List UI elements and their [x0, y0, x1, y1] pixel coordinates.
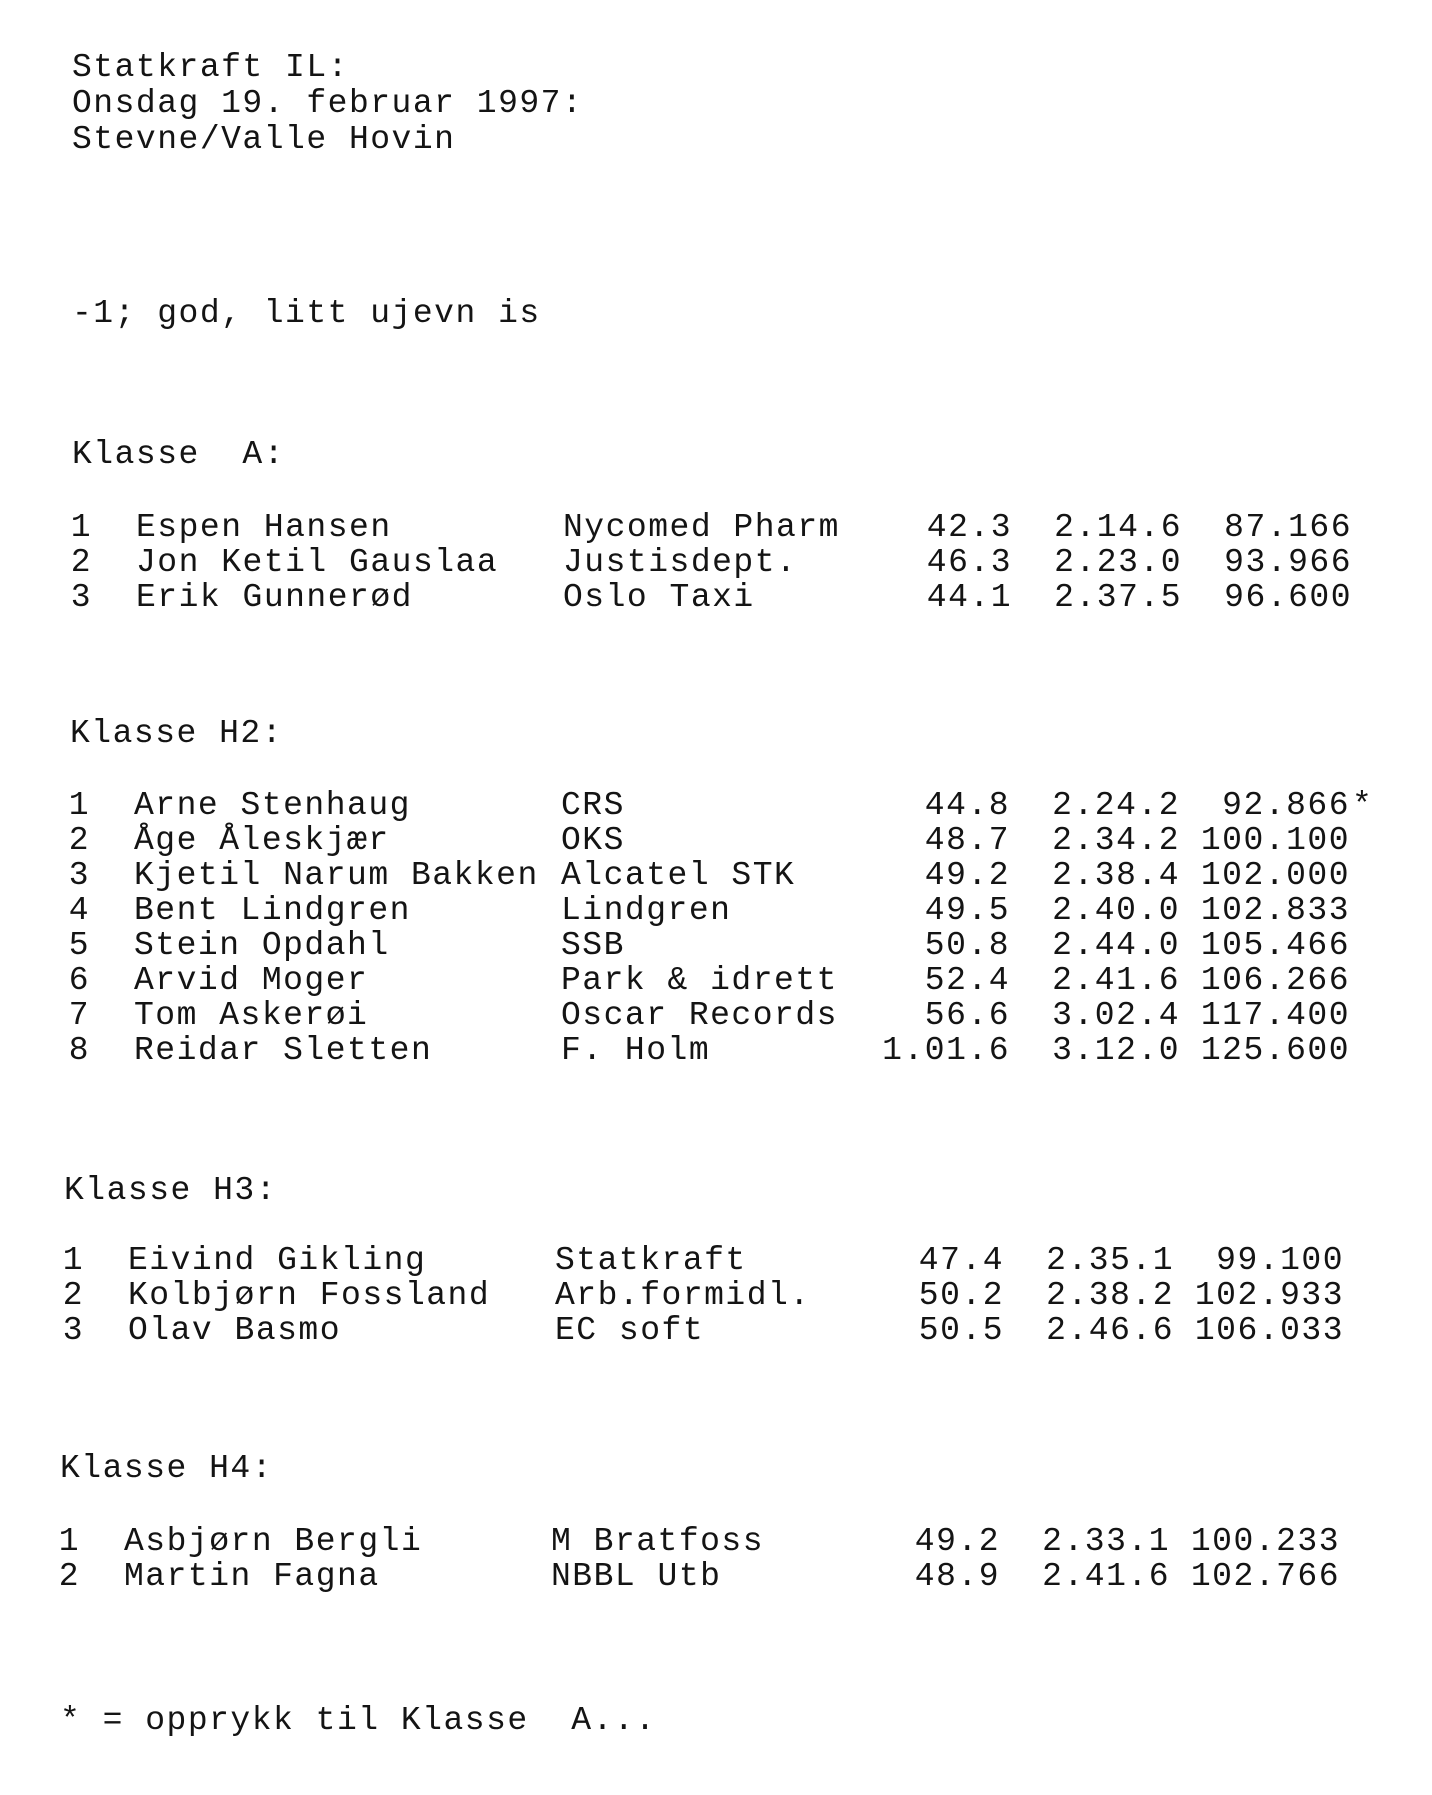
athlete-club: OKS: [561, 822, 625, 859]
result-row: [62, 545, 1432, 581]
class-a-title: Klasse A:: [72, 436, 286, 473]
athlete-club: Statkraft: [555, 1242, 747, 1279]
athlete-name: Asbjørn Bergli: [124, 1523, 423, 1560]
rank: 1: [70, 509, 92, 546]
rank: 1: [58, 1523, 80, 1560]
time-1500m: 2.38.2: [1046, 1277, 1174, 1314]
athlete-name: Tom Askerøi: [134, 997, 369, 1034]
athlete-name: Bent Lindgren: [134, 892, 411, 929]
rank: 2: [70, 544, 92, 581]
athlete-name: Olav Basmo: [128, 1312, 342, 1349]
rank: 8: [68, 1032, 90, 1069]
result-row: [54, 1313, 1432, 1349]
result-row: [62, 510, 1432, 546]
athlete-club: EC soft: [555, 1312, 705, 1349]
athlete-club: Park & idrett: [561, 962, 838, 999]
athlete-club: SSB: [561, 927, 625, 964]
rank: 1: [68, 787, 90, 824]
result-row: [54, 1278, 1432, 1314]
time-500m: 48.7: [924, 822, 1010, 859]
points: 102.766: [1190, 1558, 1340, 1595]
athlete-name: Arvid Moger: [134, 962, 369, 999]
rank: 2: [68, 822, 90, 859]
athlete-name: Martin Fagna: [124, 1558, 380, 1595]
athlete-name: Jon Ketil Gauslaa: [136, 544, 499, 581]
rank: 3: [62, 1312, 84, 1349]
time-500m: 52.4: [924, 962, 1010, 999]
result-row: [60, 963, 1432, 999]
points: 106.266: [1200, 962, 1350, 999]
time-1500m: 2.40.0: [1052, 892, 1180, 929]
rank: 2: [58, 1558, 80, 1595]
result-row: [60, 893, 1432, 929]
athlete-club: F. Holm: [561, 1032, 711, 1069]
time-1500m: 2.37.5: [1054, 579, 1182, 616]
athlete-club: CRS: [561, 787, 625, 824]
club-name: Statkraft IL:: [72, 49, 349, 86]
result-row: [60, 788, 1432, 824]
athlete-club: Oscar Records: [561, 997, 838, 1034]
athlete-name: Arne Stenhaug: [134, 787, 411, 824]
points: 93.966: [1224, 544, 1352, 581]
time-500m: 50.5: [918, 1312, 1004, 1349]
points: 102.000: [1200, 857, 1350, 894]
rank: 7: [68, 997, 90, 1034]
points: 105.466: [1200, 927, 1350, 964]
time-500m: 46.3: [926, 544, 1012, 581]
time-1500m: 2.41.6: [1042, 1558, 1170, 1595]
time-1500m: 2.46.6: [1046, 1312, 1174, 1349]
time-1500m: 2.33.1: [1042, 1523, 1170, 1560]
points: 96.600: [1224, 579, 1352, 616]
result-row: [50, 1524, 1432, 1560]
rank: 2: [62, 1277, 84, 1314]
points: 125.600: [1200, 1032, 1350, 1069]
time-1500m: 2.14.6: [1054, 509, 1182, 546]
athlete-name: Espen Hansen: [136, 509, 392, 546]
result-row: [50, 1559, 1432, 1595]
rank: 1: [62, 1242, 84, 1279]
result-row: [60, 858, 1432, 894]
athlete-name: Reidar Sletten: [134, 1032, 433, 1069]
points: 106.033: [1194, 1312, 1344, 1349]
points: 87.166: [1224, 509, 1352, 546]
time-1500m: 2.23.0: [1054, 544, 1182, 581]
ice-conditions: -1; god, litt ujevn is: [72, 295, 541, 332]
time-500m: 49.2: [914, 1523, 1000, 1560]
athlete-club: Lindgren: [561, 892, 732, 929]
athlete-name: Eivind Gikling: [128, 1242, 427, 1279]
result-row: [60, 928, 1432, 964]
points: 117.400: [1200, 997, 1350, 1034]
time-1500m: 3.02.4: [1052, 997, 1180, 1034]
athlete-club: Arb.formidl.: [555, 1277, 811, 1314]
time-500m: 56.6: [924, 997, 1010, 1034]
class-h2-title: Klasse H2:: [70, 715, 284, 752]
result-row: [62, 580, 1432, 616]
class-h3-title: Klasse H3:: [64, 1172, 278, 1209]
athlete-name: Åge Åleskjær: [134, 822, 390, 859]
rank: 3: [68, 857, 90, 894]
athlete-name: Erik Gunnerød: [136, 579, 413, 616]
time-1500m: 2.38.4: [1052, 857, 1180, 894]
time-500m: 42.3: [926, 509, 1012, 546]
time-500m: 50.8: [924, 927, 1010, 964]
points: 100.100: [1200, 822, 1350, 859]
rank: 4: [68, 892, 90, 929]
time-500m: 44.8: [924, 787, 1010, 824]
time-1500m: 2.34.2: [1052, 822, 1180, 859]
promotion-footnote: * = opprykk til Klasse A...: [60, 1702, 657, 1739]
points: 102.833: [1200, 892, 1350, 929]
time-500m: 49.5: [924, 892, 1010, 929]
time-500m: 44.1: [926, 579, 1012, 616]
time-1500m: 2.44.0: [1052, 927, 1180, 964]
athlete-club: Justisdept.: [563, 544, 798, 581]
time-500m: 50.2: [918, 1277, 1004, 1314]
time-1500m: 2.24.2: [1052, 787, 1180, 824]
time-1500m: 3.12.0: [1052, 1032, 1180, 1069]
result-row: [54, 1243, 1432, 1279]
athlete-club: Oslo Taxi: [563, 579, 755, 616]
points: 102.933: [1194, 1277, 1344, 1314]
athlete-club: M Bratfoss: [551, 1523, 765, 1560]
athlete-name: Kolbjørn Fossland: [128, 1277, 491, 1314]
promotion-mark: *: [1352, 787, 1374, 824]
time-500m: 49.2: [924, 857, 1010, 894]
result-row: [60, 1033, 1432, 1069]
result-row: [60, 823, 1432, 859]
athlete-club: NBBL Utb: [551, 1558, 722, 1595]
class-h4-title: Klasse H4:: [60, 1450, 274, 1487]
rank: 3: [70, 579, 92, 616]
rank: 5: [68, 927, 90, 964]
result-row: [60, 998, 1432, 1034]
time-500m: 48.9: [914, 1558, 1000, 1595]
points: 100.233: [1190, 1523, 1340, 1560]
time-1500m: 2.41.6: [1052, 962, 1180, 999]
event-venue: Stevne/Valle Hovin: [72, 121, 456, 158]
time-500m: 1.01.6: [882, 1032, 1010, 1069]
rank: 6: [68, 962, 90, 999]
points: 99.100: [1216, 1242, 1344, 1279]
event-date: Onsdag 19. februar 1997:: [72, 85, 584, 122]
athlete-name: Kjetil Narum Bakken: [134, 857, 539, 894]
athlete-club: Alcatel STK: [561, 857, 796, 894]
athlete-club: Nycomed Pharm: [563, 509, 840, 546]
time-500m: 47.4: [918, 1242, 1004, 1279]
points: 92.866: [1222, 787, 1350, 824]
athlete-name: Stein Opdahl: [134, 927, 390, 964]
time-1500m: 2.35.1: [1046, 1242, 1174, 1279]
